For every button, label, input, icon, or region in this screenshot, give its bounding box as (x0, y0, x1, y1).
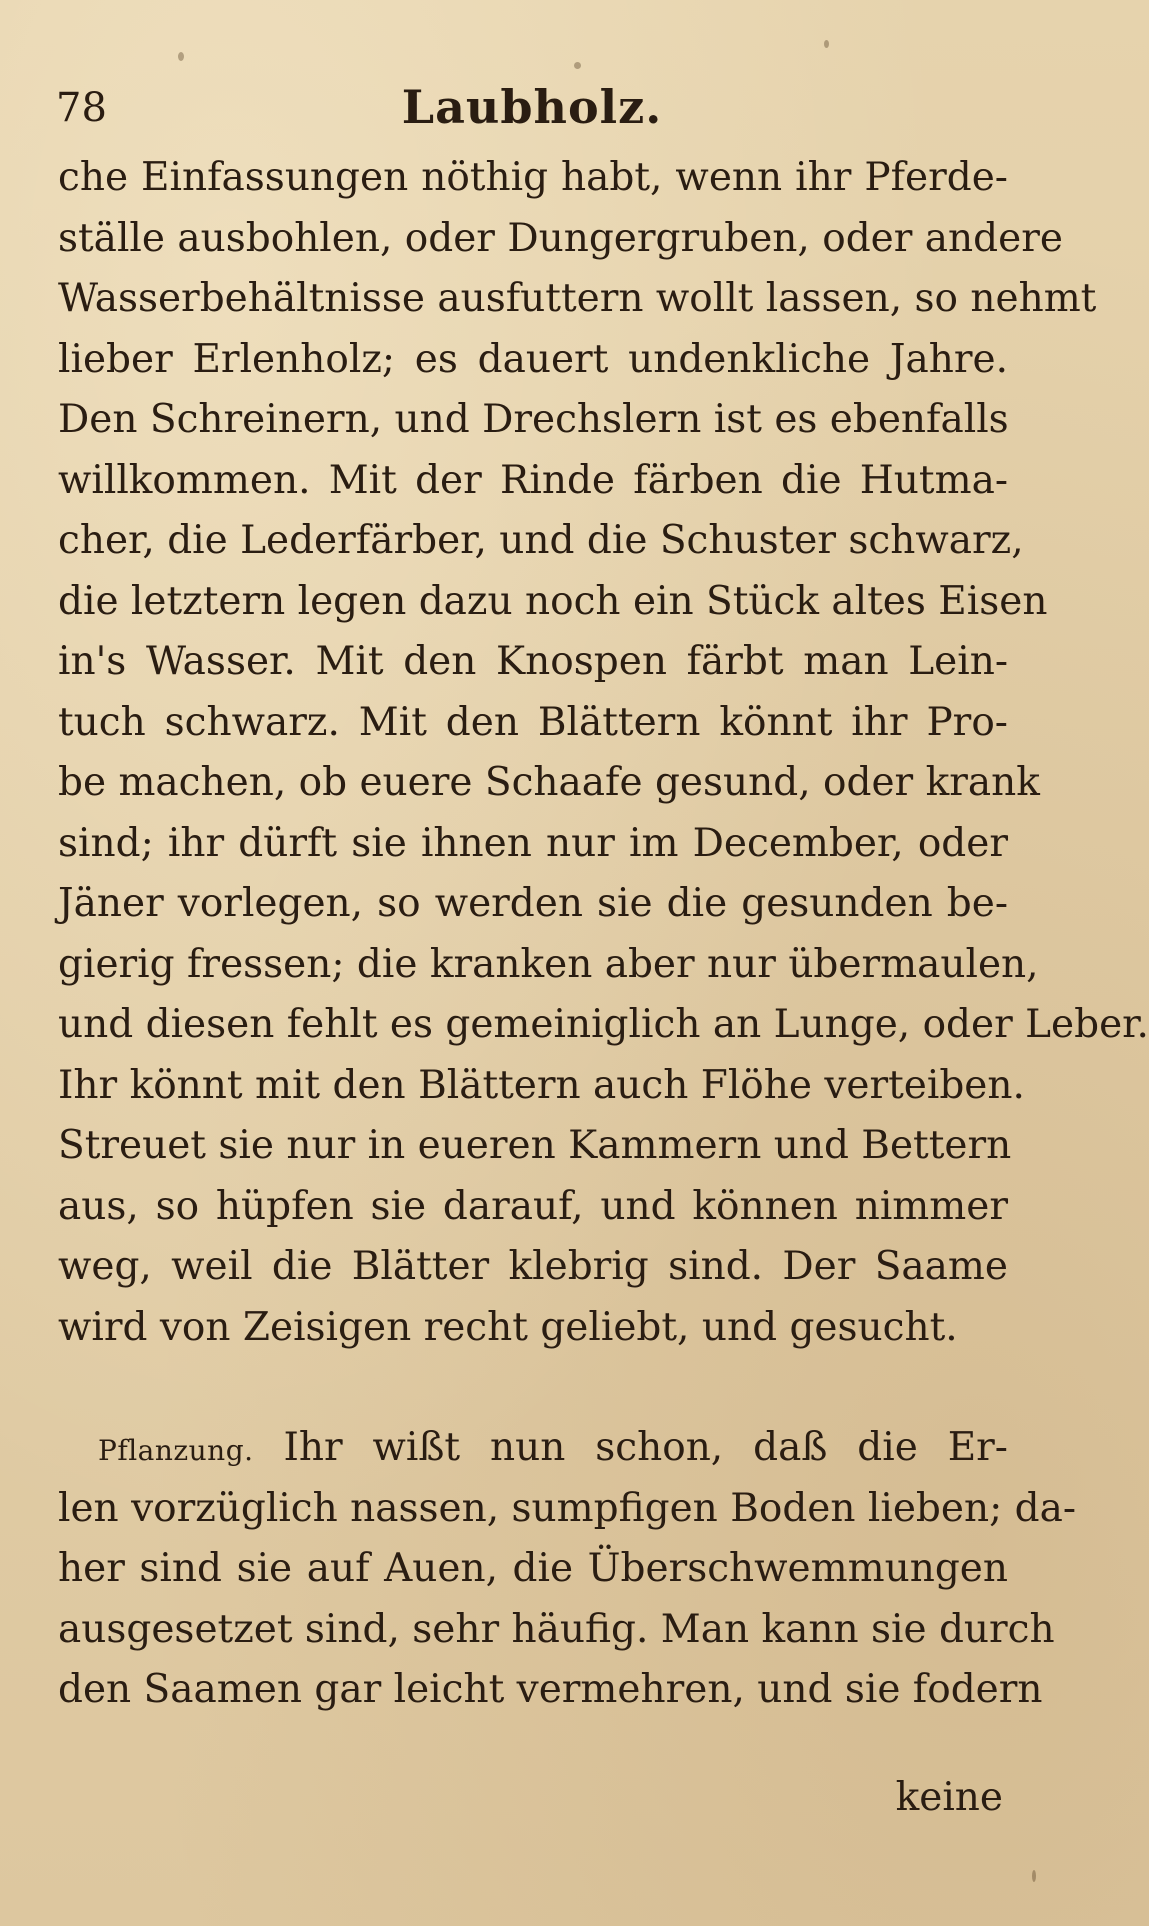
paper-speck (574, 62, 581, 69)
text-line: tuch schwarz. Mit den Blättern könnt ihr Pro- (58, 699, 1008, 745)
paragraph-planting (58, 1418, 1077, 1721)
paper-speck (178, 52, 184, 61)
text-line: Ihr könnt mit den Blättern auch Flöhe verteiben. (58, 1062, 1025, 1108)
paragraph-uses (58, 148, 1149, 1358)
running-head: Laubholz. (401, 80, 663, 134)
text-line: und diesen fehlt es gemeiniglich an Lunge, oder Leber. (58, 1002, 1149, 1047)
text-line: Streuet sie nur in eueren Kammern und Bettern (58, 1123, 1012, 1168)
page-header (52, 82, 1012, 142)
text-line: Den Schreinern, und Drechslern ist es ebenfalls (58, 397, 1009, 442)
text-line: che Einfassungen nöthig habt, wenn ihr Pferde- (58, 155, 1008, 200)
text-line: be machen, ob euere Schaafe gesund, oder krank (58, 760, 1040, 805)
text-line: lieber Erlenholz; es dauert undenkliche Jahre. (58, 336, 1008, 382)
text-line: weg, weil die Blätter klebrig sind. Der Saame (58, 1244, 1008, 1289)
text-line: wird von Zeisigen recht geliebt, und gesucht. (58, 1304, 958, 1350)
text-line: Jäner vorlegen, so werden sie die gesunden be- (58, 881, 1008, 926)
text-line: gierig fressen; die kranken aber nur übermaulen, (58, 941, 1039, 987)
text-line: her sind sie auf Auen, die Überschwemmungen (58, 1546, 1008, 1591)
paragraph-gap (58, 1358, 1008, 1418)
text-line-rest: Ihr wißt nun schon, daß die Er- (283, 1425, 1008, 1470)
text-line: den Saamen gar leicht vermehren, und sie fodern (58, 1667, 1043, 1712)
text-line: ställe ausbohlen, oder Dungergruben, oder andere (58, 215, 1063, 261)
text-line: willkommen. Mit der Rinde färben die Hutma- (58, 457, 1008, 503)
text-line: sind; ihr dürft sie ihnen nur im December, oder (58, 820, 1008, 866)
text-line: cher, die Lederfärber, und die Schuster schwarz, (58, 518, 1024, 563)
catchword: keine (895, 1775, 1003, 1820)
body-text (58, 148, 1149, 1721)
text-line: die letztern legen dazu noch ein Stück altes Eisen (58, 578, 1048, 624)
page-number: 78 (56, 85, 107, 131)
paper-speck (824, 40, 829, 48)
marginal-label: Pflanzung. (98, 1434, 254, 1467)
text-line: aus, so hüpfen sie darauf, und können nimmer (58, 1183, 1008, 1229)
paper-speck (1032, 1870, 1036, 1882)
text-line: ausgesetzet sind, sehr häufig. Man kann sie durch (58, 1606, 1055, 1652)
text-line (58, 1418, 1008, 1479)
text-line: Wasserbehältnisse ausfuttern wollt lassen, so nehmt (58, 276, 1097, 321)
text-line: len vorzüglich nassen, sumpfigen Boden lieben; da- (58, 1485, 1077, 1531)
text-line: in's Wasser. Mit den Knospen färbt man Lein- (58, 639, 1008, 684)
